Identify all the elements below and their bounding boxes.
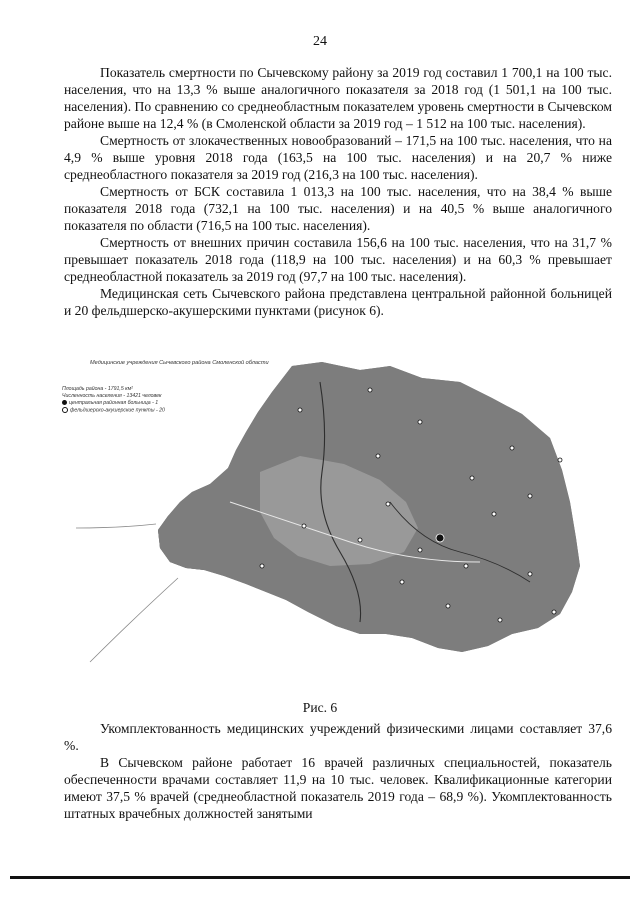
fap-marker — [302, 524, 306, 528]
legend-crb-row — [62, 400, 165, 407]
fap-marker — [558, 458, 562, 462]
neighbour-border — [76, 524, 156, 528]
fap-marker — [418, 420, 422, 424]
page-number: 24 — [313, 34, 327, 49]
district-map-figure — [60, 352, 584, 678]
fap-marker — [386, 502, 390, 506]
map-title: Медицинские учреждения Сычевского района Смоленской области — [90, 360, 269, 366]
legend-population: Численность населения - 13421 человек — [62, 393, 162, 399]
paragraph-mortality-bsk: Смертность от БСК составила 1 013,3 на 100 тыс. населения, что на 38,4 % выше показателя 2018 года (732,1 на 100 тыс. населения) и на 40,5 % выше аналогичного показателя по области (716,5 на 100 тыс. населения). — [64, 184, 612, 233]
central-hospital-marker — [436, 534, 444, 542]
fap-marker — [446, 604, 450, 608]
body-text-bottom — [64, 720, 612, 822]
fap-marker — [400, 580, 404, 584]
paragraph-mortality-external: Смертность от внешних причин составила 156,6 на 100 тыс. населения, что на 31,7 % превышает показатель 2018 года (118,9 на 100 тыс. населения) и на 60,3 % превышает среднеобластной показатель за 2019 год (97,7 на 100 тыс. населения). — [64, 235, 612, 284]
legend-fap-row — [62, 407, 165, 414]
paragraph-staffing: Укомплектованность медицинских учреждений физическими лицами составляет 37,6 %. — [64, 721, 612, 753]
fap-marker — [376, 454, 380, 458]
bottom-rule — [10, 876, 630, 879]
legend-area: Площадь района - 1791,5 км² — [62, 386, 133, 392]
fap-marker — [358, 538, 362, 542]
fap-marker — [528, 494, 532, 498]
fap-marker — [492, 512, 496, 516]
fap-legend-icon — [62, 407, 68, 413]
figure-caption: Рис. 6 — [302, 700, 338, 715]
paragraph-mortality-cancer: Смертность от злокачественных новообразований – 171,5 на 100 тыс. населения, что на 4,9 % выше уровня 2018 года (163,5 на 100 тыс. населения) и на 20,7 % ниже среднеобластного показателя за 2019 год (216,3 на 100 тыс. населения). — [64, 133, 612, 182]
fap-marker — [528, 572, 532, 576]
fap-marker — [470, 476, 474, 480]
fap-marker — [552, 610, 556, 614]
body-text-top — [64, 64, 612, 319]
legend-fap: фельдшерско-акушерские пункты - 20 — [70, 407, 165, 414]
map-legend — [62, 386, 165, 414]
fap-marker — [298, 408, 302, 412]
fap-marker — [464, 564, 468, 568]
fap-marker — [260, 564, 264, 568]
fap-marker — [510, 446, 514, 450]
crb-legend-icon — [62, 400, 67, 405]
fap-marker — [418, 548, 422, 552]
fap-marker — [498, 618, 502, 622]
fap-marker — [368, 388, 372, 392]
paragraph-doctors: В Сычевском районе работает 16 врачей различных специальностей, показатель обеспеченности врачами составляет 11,9 на 10 тыс. человек. Квалификационные категории имеют 37,5 % врачей (среднеобластной показатель 2019 года – 68,9 %). Укомплектованность штатных врачебных должностей занятыми — [64, 755, 612, 821]
neighbour-border — [90, 578, 178, 662]
paragraph-medical-network: Медицинская сеть Сычевского района представлена центральной районной больницей и 20 фельдшерско-акушерскими пунктами (рисунок 6). — [64, 286, 612, 318]
paragraph-mortality-total: Показатель смертности по Сычевскому району за 2019 год составил 1 700,1 на 100 тыс. населения, что на 13,3 % выше аналогичного показателя за 2018 год (1 501,1 на 100 тыс. населения). По сравнению со среднеобластным показателем уровень смертности в Сычевском районе выше на 12,4 % (в Смоленской области за 2019 год – 1 512 на 100 тыс. населения). — [64, 65, 612, 131]
legend-crb: центральная районная больница - 1 — [69, 400, 159, 406]
